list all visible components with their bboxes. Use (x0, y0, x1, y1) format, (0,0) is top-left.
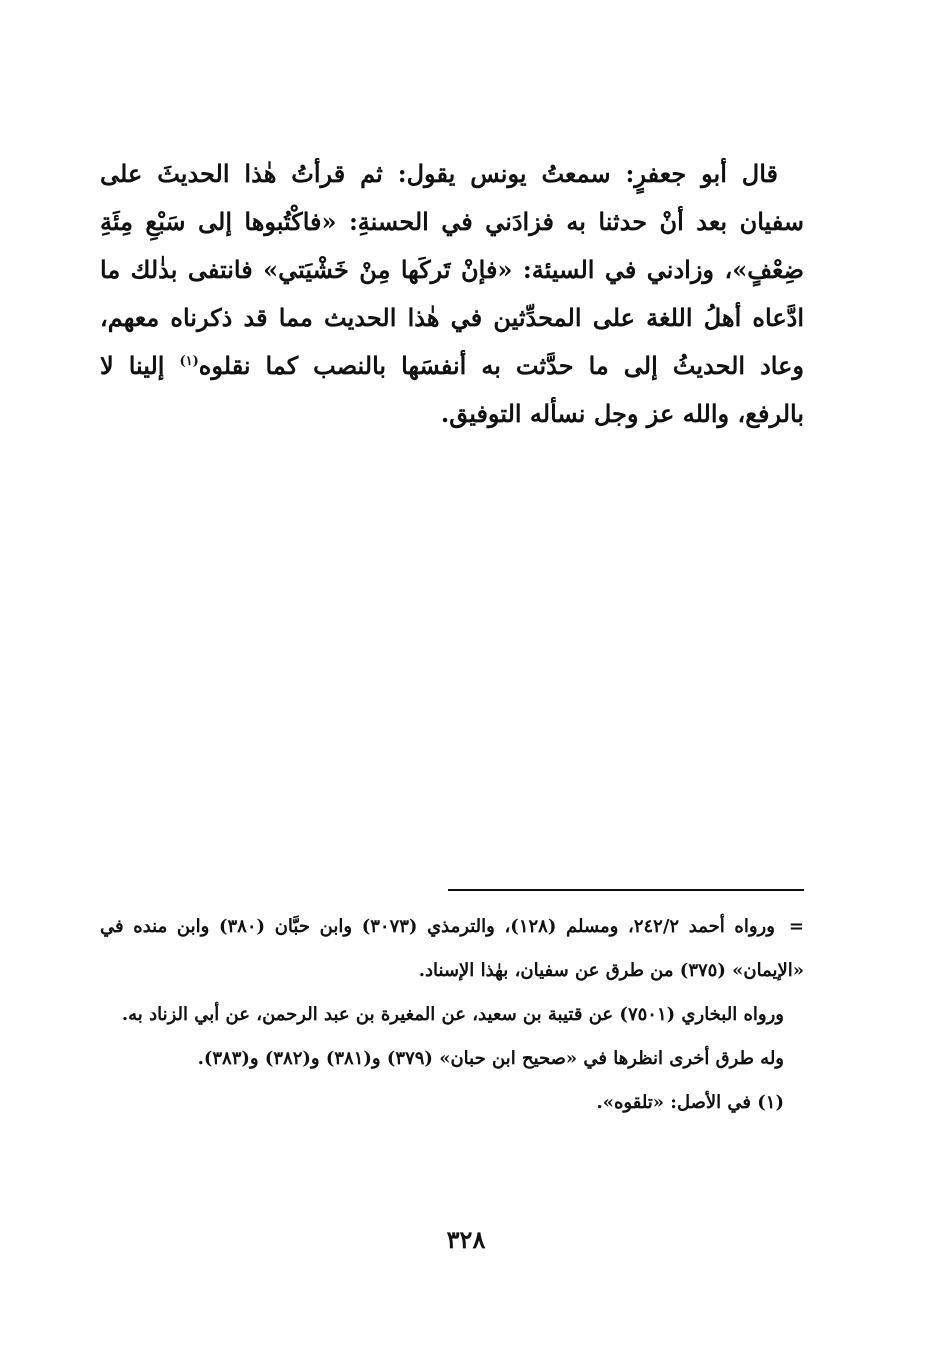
footnote-separator (448, 889, 804, 891)
page-number: ٣٢٨ (446, 1225, 486, 1254)
paragraph-body: سمعتُ يونس يقول: ثم قرأتُ هٰذا الحديثَ على سفيان بعد أنْ حدثنا به فزادَني في الحسنةِ: «فاكْتُبوها إلى سَبْعِ مِئَةِ ضِعْفٍ»، وزادني في السيئة: «فإنْ تَركَها مِنْ خَشْيَتي» فانتفى بذٰلك ما ادَّعاه أهلُ اللغة على المحدِّثين في هٰذا الحديث مما قد ذكرناه معهم، وعاد الحديثُ إلى ما حدَّثت به أنفسَها بالنصب كما نقلوه (100, 159, 805, 380)
footnote-text: ورواه أحمد ٢٤٢/٢، ومسلم (١٢٨)، والترمذي (٣٠٧٣) وابن حبَّان (٣٨٠) وابن منده في «الإيمان» (٣٧٥) من طرق عن سفيان، بهٰذا الإسناد. (100, 916, 804, 981)
footnote-paragraph: وله طرق أخرى انظرها في «صحيح ابن حبان» (٣٧٩) و(٣٨١) و(٣٨٢) و(٣٨٣). (197, 1048, 784, 1069)
main-text-block (100, 150, 804, 438)
footnote-note: (١) في الأصل: «تلقوه». (596, 1092, 784, 1113)
footnotes-block (100, 905, 804, 1125)
footnote-paragraph: ورواه البخاري (٧٥٠١) عن قتيبة بن سعيد، عن المغيرة بن عبد الرحمن، عن أبي الزناد به. (121, 1004, 784, 1025)
main-paragraph (100, 150, 804, 438)
paragraph-lead: قال أبو جعفرٍ: (625, 159, 779, 188)
paragraph-body-end: إلينا لا بالرفع، والله عز وجل نسأله التوفيق. (100, 351, 804, 428)
continuation-mark: = (788, 916, 805, 937)
footnote-paragraph (100, 905, 804, 993)
footnote-reference[interactable]: (١) (179, 354, 199, 369)
